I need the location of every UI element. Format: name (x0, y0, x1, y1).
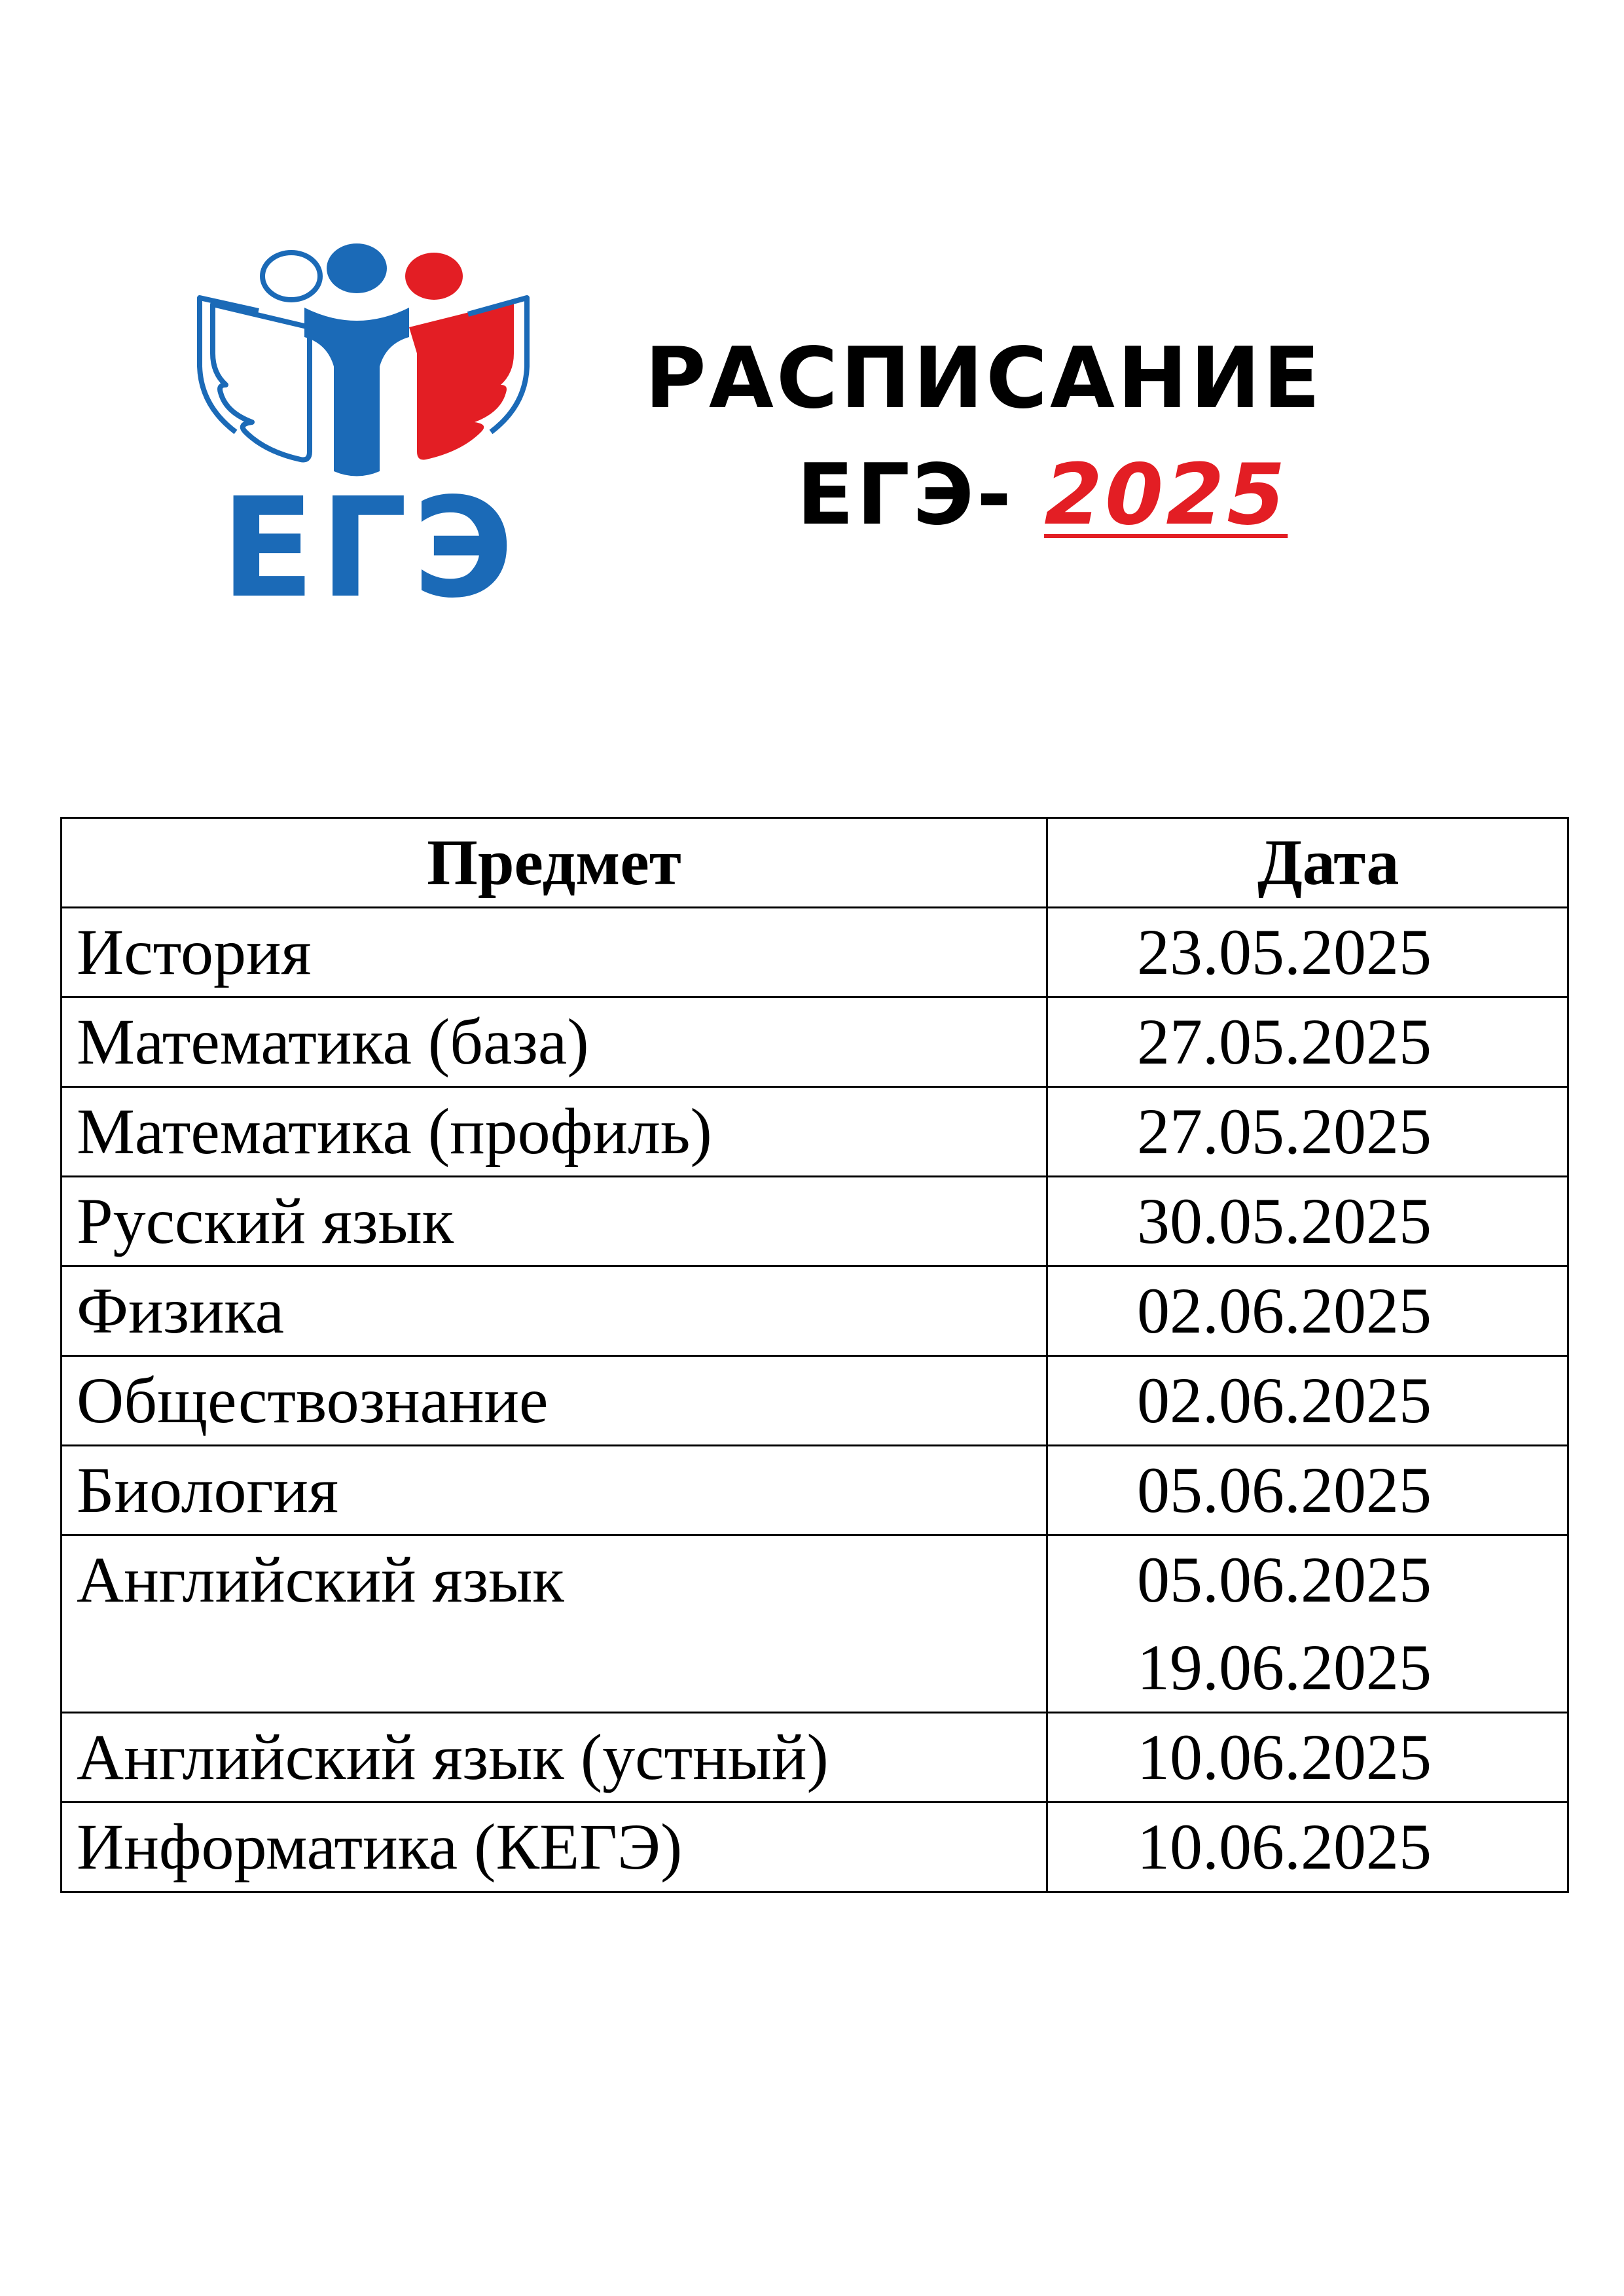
table-row (62, 1713, 1568, 1803)
header-subject: Предмет (62, 818, 1047, 908)
title-year: 2025 (1044, 446, 1288, 544)
table-row (62, 1535, 1568, 1713)
subject-cell: Английский язык (62, 1535, 1047, 1713)
exam-date: 19.06.2025 (1137, 1631, 1432, 1704)
subject-cell: История (62, 908, 1047, 997)
exam-date: 02.06.2025 (1137, 1364, 1432, 1437)
table-row (62, 1177, 1568, 1266)
date-cell (1047, 997, 1568, 1087)
table-row (62, 1446, 1568, 1535)
exam-date: 30.05.2025 (1137, 1185, 1432, 1257)
date-cell (1047, 1356, 1568, 1446)
subject-cell: Русский язык (62, 1177, 1047, 1266)
subject-cell: Обществознание (62, 1356, 1047, 1446)
date-cell (1047, 1803, 1568, 1892)
exam-date: 27.05.2025 (1137, 1005, 1432, 1078)
exam-date: 05.06.2025 (1137, 1543, 1432, 1616)
date-cell (1047, 1087, 1568, 1177)
title-line-2 (797, 446, 1288, 544)
exam-date: 10.06.2025 (1137, 1721, 1432, 1793)
table-row (62, 1803, 1568, 1892)
date-cell (1047, 1713, 1568, 1803)
exam-schedule-table (60, 817, 1569, 1893)
subject-cell: Математика (профиль) (62, 1087, 1047, 1177)
table-row (62, 1266, 1568, 1356)
subject-cell: Информатика (КЕГЭ) (62, 1803, 1047, 1892)
exam-date: 27.05.2025 (1137, 1095, 1432, 1168)
exam-date: 02.06.2025 (1137, 1274, 1432, 1347)
subject-cell: Математика (база) (62, 997, 1047, 1087)
table-header-row (62, 818, 1568, 908)
table-row (62, 908, 1568, 997)
ege-logo (160, 236, 579, 609)
date-cell (1047, 1446, 1568, 1535)
exam-date: 23.05.2025 (1137, 916, 1432, 988)
date-cell (1047, 1177, 1568, 1266)
header-date: Дата (1047, 818, 1568, 908)
date-cell (1047, 1266, 1568, 1356)
title-line-1: РАСПИСАНИЕ (645, 330, 1323, 427)
table-row (62, 1087, 1568, 1177)
table-row (62, 997, 1568, 1087)
subject-cell: Биология (62, 1446, 1047, 1535)
title-ege: ЕГЭ- (797, 446, 1015, 544)
logo-text: ЕГЭ (221, 468, 519, 609)
table-row (62, 1356, 1568, 1446)
subject-cell: Английский язык (устный) (62, 1713, 1047, 1803)
date-cell (1047, 908, 1568, 997)
date-cell (1047, 1535, 1568, 1713)
subject-cell: Физика (62, 1266, 1047, 1356)
exam-date: 05.06.2025 (1137, 1454, 1432, 1526)
exam-date: 10.06.2025 (1137, 1810, 1432, 1883)
